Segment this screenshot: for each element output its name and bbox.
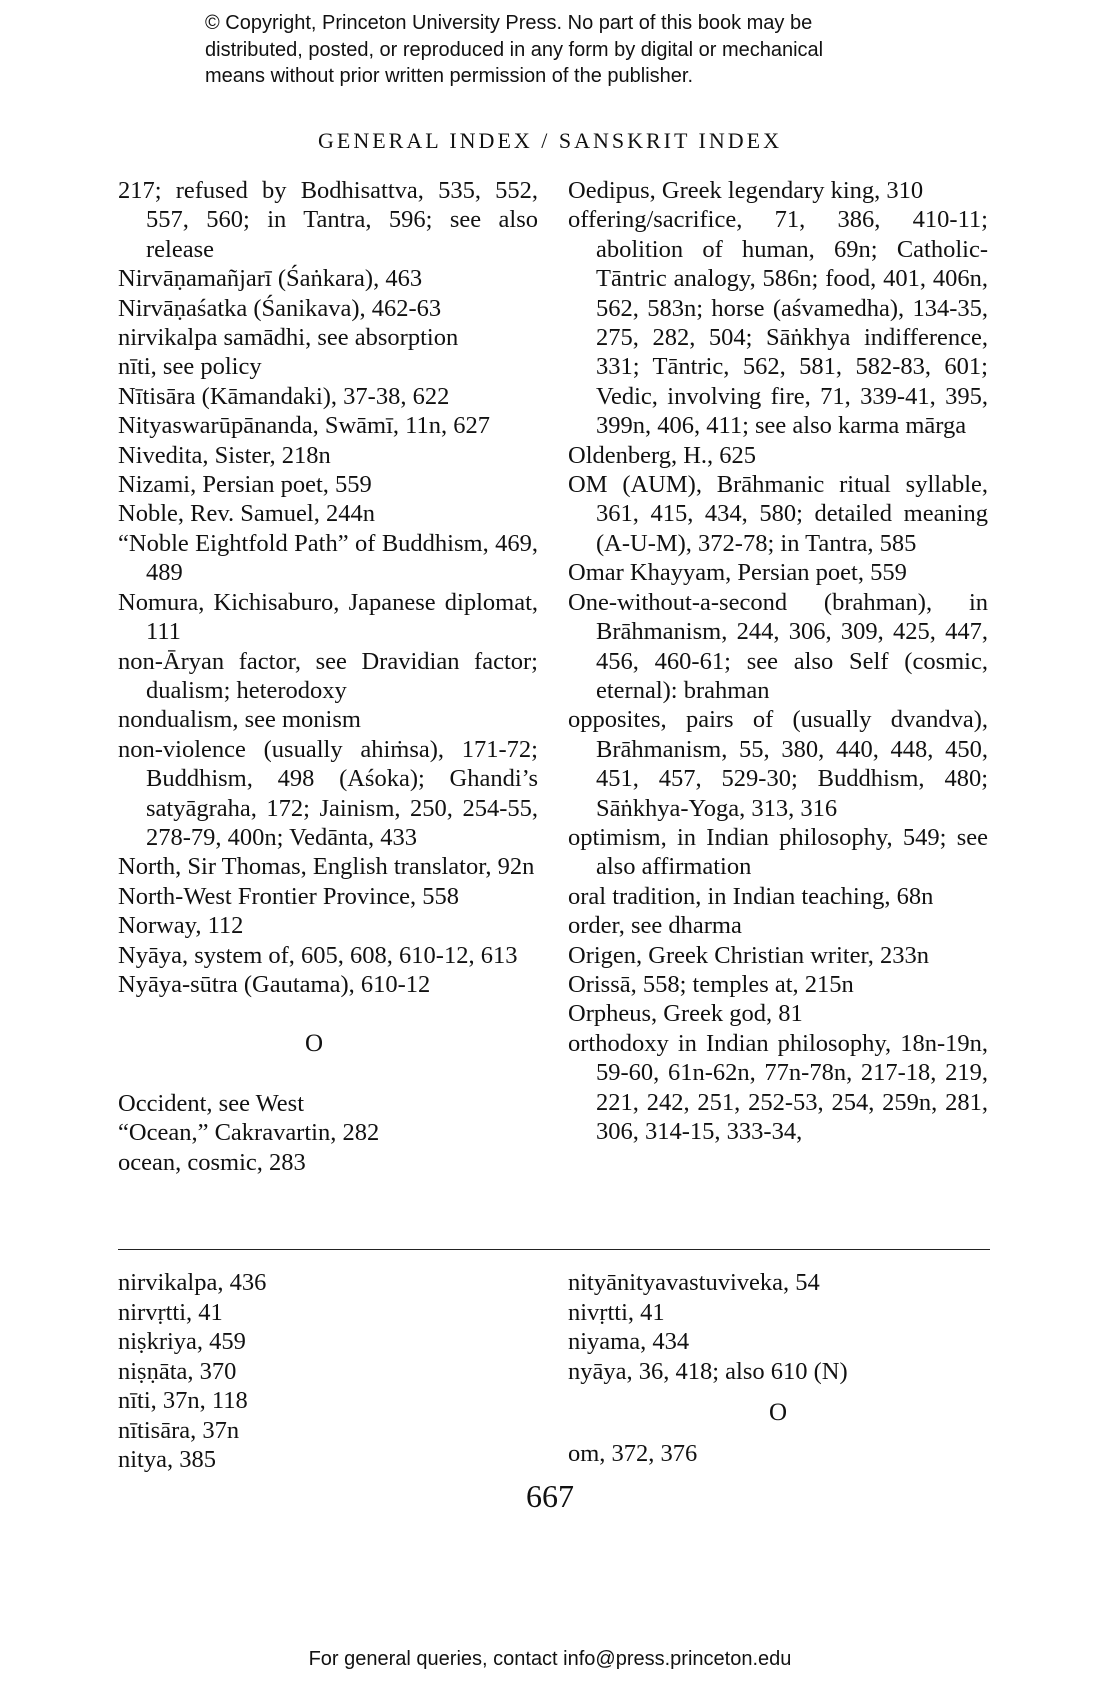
index-entry: orthodoxy in Indian philosophy, 18n-19n, 59-60, 61n-62n, 77n-78n, 217-18, 219, 221, 242, 251, 252-53, 254, 259n, 281, 306, 314-15, 333-34, <box>568 1029 988 1145</box>
section-letter: O <box>768 1399 788 1426</box>
general-index-left-column <box>118 176 538 1177</box>
index-entry: nondualism, see monism <box>118 706 361 734</box>
sanskrit-index-entry: om, 372, 376 <box>568 1440 698 1468</box>
index-entry: Nirvāṇaśatka (Śanikava), 462-63 <box>118 294 442 322</box>
index-entry: Nivedita, Sister, 218n <box>118 441 331 469</box>
index-entry: Nityaswarūpānanda, Swāmī, 11n, 627 <box>118 412 490 440</box>
index-entry: non-Āryan factor, see Dravidian factor; dualism; heterodoxy <box>118 647 538 704</box>
sanskrit-index-entry: nyāya, 36, 418; also 610 (N) <box>568 1357 848 1385</box>
index-entry: One-without-a-second (brahman), in Brāhmanism, 244, 306, 309, 425, 447, 456, 460-61; see also Self (cosmic, eternal): brahman <box>568 588 988 704</box>
general-index-right-column <box>568 176 988 1146</box>
copyright-line: means without prior written permission of the publisher. <box>205 65 694 87</box>
index-entry: North-West Frontier Province, 558 <box>118 882 459 910</box>
section-divider <box>118 1249 990 1250</box>
index-entry: ocean, cosmic, 283 <box>118 1148 306 1176</box>
index-entry: Nizami, Persian poet, 559 <box>118 471 372 499</box>
index-entry: Orissā, 558; temples at, 215n <box>568 970 854 998</box>
sanskrit-index-entry: nirvṛtti, 41 <box>118 1298 223 1326</box>
index-entry: Origen, Greek Christian writer, 233n <box>568 941 929 969</box>
index-entry: OM (AUM), Brāhmanic ritual syllable, 361, 415, 434, 580; detailed meaning (A-U-M), 372-78; in Tantra, 585 <box>568 471 988 557</box>
sanskrit-index-entry: nivṛtti, 41 <box>568 1298 665 1326</box>
index-entry: Norway, 112 <box>118 912 244 940</box>
sanskrit-index-left-column <box>118 1268 538 1475</box>
index-entry: Noble, Rev. Samuel, 244n <box>118 500 375 528</box>
footer-contact: For general queries, contact info@press.princeton.edu <box>308 1648 792 1670</box>
section-letter: O <box>304 1030 324 1058</box>
running-header: GENERAL INDEX / SANSKRIT INDEX <box>318 128 782 153</box>
sanskrit-index-entry: nīti, 37n, 118 <box>118 1387 248 1414</box>
index-entry: 217; refused by Bodhisattva, 535, 552, 557, 560; in Tantra, 596; see also release <box>118 177 538 263</box>
sanskrit-index-entry: niṣkriya, 459 <box>118 1328 246 1355</box>
index-entry: opposites, pairs of (usually dvandva), Brāhmanism, 55, 380, 440, 448, 450, 451, 457, 529-30; Buddhism, 480; Sāṅkhya-Yoga, 313, 316 <box>568 706 988 822</box>
index-entry: Nirvāṇamañjarī (Śaṅkara), 463 <box>118 265 423 293</box>
index-entry: Nyāya-sūtra (Gautama), 610-12 <box>118 970 431 998</box>
sanskrit-index-entry: nityānityavastuviveka, 54 <box>568 1269 820 1296</box>
index-entry: Nītisāra (Kāmandaki), 37-38, 622 <box>118 382 450 410</box>
index-entry: Oedipus, Greek legendary king, 310 <box>568 177 924 204</box>
page-number: 667 <box>526 1478 574 1514</box>
index-entry: Nyāya, system of, 605, 608, 610-12, 613 <box>118 941 518 969</box>
copyright-line: distributed, posted, or reproduced in any form by digital or mechanical <box>205 38 824 61</box>
index-entry: nīti, see policy <box>118 353 262 381</box>
index-entry: order, see dharma <box>568 912 742 940</box>
sanskrit-index-entry: nītisāra, 37n <box>118 1416 240 1444</box>
index-entry: oral tradition, in Indian teaching, 68n <box>568 882 934 910</box>
sanskrit-index-entry: nirvikalpa, 436 <box>118 1269 267 1296</box>
index-entry: optimism, in Indian philosophy, 549; see also affirmation <box>568 823 988 881</box>
index-entry: offering/sacrifice, 71, 386, 410-11; abolition of human, 69n; Catholic-Tāntric analogy, 586n; food, 401, 406n, 562, 583n; horse (aśvamedha), 134-35, 275, 282, 504; Sāṅkhya indifference, 331; Tāntric, 562, 581, 582-83, 601; Vedic, involving fire, 71, 339-41, 395, 399n, 406, 411; see also karma mārga <box>568 206 988 440</box>
index-entry: non-violence (usually ahiṁsa), 171-72; Buddhism, 498 (Aśoka); Ghandi’s satyāgraha, 172; Jainism, 250, 254-55, 278-79, 400n; Vedānta, 433 <box>118 735 538 851</box>
sanskrit-index-entry: nitya, 385 <box>118 1446 216 1473</box>
sanskrit-index-right-column <box>568 1268 988 1469</box>
index-entry: Occident, see West <box>118 1089 305 1117</box>
index-entry: “Noble Eightfold Path” of Buddhism, 469, 489 <box>118 529 538 587</box>
index-entry: Nomura, Kichisaburo, Japanese diplomat, 111 <box>118 588 538 646</box>
index-entry: Orpheus, Greek god, 81 <box>568 1000 803 1028</box>
copyright-notice <box>205 10 925 90</box>
index-entry: Omar Khayyam, Persian poet, 559 <box>568 559 907 587</box>
index-entry: Oldenberg, H., 625 <box>568 441 757 469</box>
copyright-line: © Copyright, Princeton University Press. No part of this book may be <box>205 12 813 34</box>
index-entry: “Ocean,” Cakravartin, 282 <box>118 1119 380 1147</box>
sanskrit-index-entry: niyama, 434 <box>568 1328 690 1355</box>
index-entry: nirvikalpa samādhi, see absorption <box>118 324 459 352</box>
index-entry: North, Sir Thomas, English translator, 92n <box>118 853 535 881</box>
sanskrit-index-entry: niṣṇāta, 370 <box>118 1357 237 1385</box>
